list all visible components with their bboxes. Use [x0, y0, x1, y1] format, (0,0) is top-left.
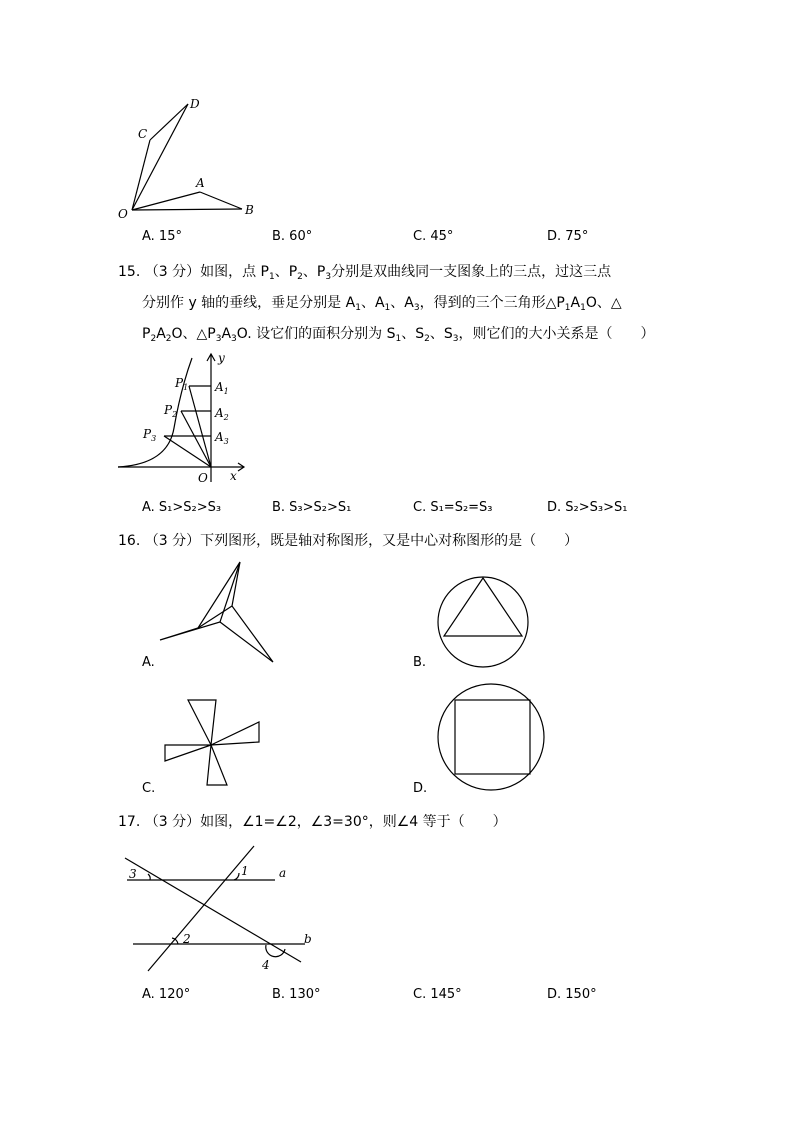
- label-a: a: [279, 866, 287, 880]
- q17-figure: [115, 842, 325, 977]
- q15-option-d[interactable]: D. S₂>S₃>S₁: [547, 500, 628, 515]
- label-D: D: [190, 97, 200, 111]
- label-A3: $A_3$: [215, 430, 229, 446]
- q15-option-a[interactable]: A. S₁>S₂>S₃: [142, 500, 222, 515]
- label-P2: $P_2$: [164, 403, 178, 419]
- q17-text: （3 分）如图，∠1=∠2，∠3=30°，则∠4 等于（ ）: [144, 814, 507, 830]
- q16-label-d[interactable]: D.: [413, 781, 428, 796]
- label-b: b: [304, 932, 312, 946]
- label-O: O: [118, 207, 128, 221]
- q17-option-c[interactable]: C. 145°: [413, 987, 462, 1002]
- label-B: B: [245, 203, 254, 217]
- q16-number: 16.: [118, 533, 141, 549]
- q14-option-d[interactable]: D. 75°: [547, 229, 589, 244]
- q17-option-d[interactable]: D. 150°: [547, 987, 597, 1002]
- q17-number: 17.: [118, 814, 141, 830]
- label-angle-1: 1: [241, 864, 249, 878]
- q16-text: （3 分）下列图形，既是轴对称图形，又是中心对称图形的是（ ）: [144, 533, 579, 549]
- q15-line3: $P_2A_2O$、$\triangle P_3A_3O$. 设它们的面积分别为 $S_1$、$S_2$、$S_3$，则它们的大小关系是（ ）: [142, 326, 655, 344]
- q15-figure: [112, 350, 257, 488]
- label-A2: $A_2$: [215, 406, 229, 422]
- q16-figure-b[interactable]: [437, 576, 531, 670]
- q14-option-a[interactable]: A. 15°: [142, 229, 182, 244]
- q14-figure: [110, 92, 260, 222]
- label-A1: $A_1$: [215, 380, 229, 396]
- label-P1: $P_1$: [175, 376, 189, 392]
- label-C: C: [138, 127, 148, 141]
- label-P3: $P_3$: [143, 427, 157, 443]
- q17-option-a[interactable]: A. 120°: [142, 987, 191, 1002]
- q16-label-c[interactable]: C.: [142, 781, 156, 796]
- label-angle-4: 4: [262, 958, 270, 972]
- q15-score: （3 分）: [144, 264, 201, 280]
- q16-label-b[interactable]: B.: [413, 655, 427, 670]
- q15-number: 15.: [118, 264, 141, 280]
- label-angle-2: 2: [183, 932, 191, 946]
- label-y: y: [218, 351, 225, 365]
- q16-question: [118, 530, 578, 550]
- label-origin: O: [198, 471, 208, 485]
- label-x: x: [230, 469, 237, 483]
- q15-option-c[interactable]: C. S₁=S₂=S₃: [413, 500, 493, 515]
- q17-question: [118, 811, 507, 831]
- q16-figure-a[interactable]: [160, 558, 280, 668]
- q14-option-b[interactable]: B. 60°: [272, 229, 313, 244]
- label-angle-3: 3: [129, 867, 137, 881]
- q17-option-b[interactable]: B. 130°: [272, 987, 321, 1002]
- q15-line2: 分别作 y 轴的垂线，垂足分别是 $A_1$、$A_1$、$A_3$，得到的三个三角形$\triangle P_1A_1O$、△: [142, 295, 622, 313]
- q16-label-a[interactable]: A.: [142, 655, 155, 670]
- q14-option-c[interactable]: C. 45°: [413, 229, 454, 244]
- label-A: A: [196, 176, 205, 190]
- q15-line1: 15. （3 分）如图，点 $P_1$、$P_2$、$P_3$分别是双曲线同一支图象上的三点，过这三点: [118, 264, 612, 282]
- q16-figure-d[interactable]: [437, 683, 547, 793]
- q16-figure-c[interactable]: [163, 697, 265, 787]
- q15-option-b[interactable]: B. S₃>S₂>S₁: [272, 500, 352, 515]
